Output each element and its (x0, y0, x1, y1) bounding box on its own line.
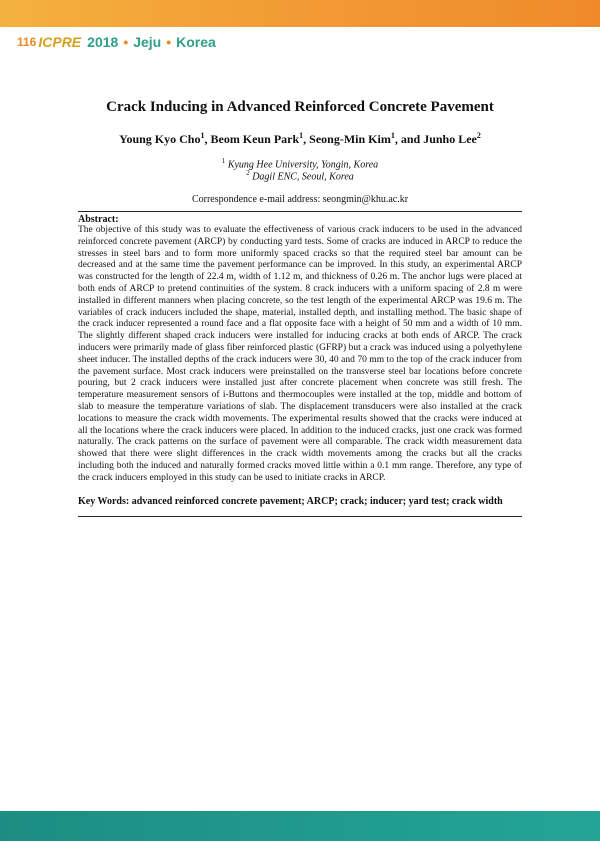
author-name: Junho Lee (423, 132, 477, 146)
affiliation-mark: 2 (246, 169, 250, 177)
author-name: Young Kyo Cho (119, 132, 201, 146)
author-affiliation-mark: 2 (476, 131, 481, 140)
correspondence-email: Correspondence e-mail address: seongmin@khu.ac.kr (191, 194, 409, 205)
conference-country: Korea (176, 34, 216, 50)
abstract-body: The objective of this study was to evaluate the effectiveness of various crack inducers to be used in the advanced reinforced concrete pavement (ARCP) by conducting yard tests. Some of cracks are induced in ARCP to reduce the stresses in steel bars and to form more uniformly spaced cracks so that the required steel bar amount can be decreased and at the same time the pavement performance can be improved. In this study, an experimental ARCP was constructed for the length of 22.4 m, width of 1.12 m, and thickness of 0.26 m. The anchor lugs were placed at both ends of ARCP to pretend continuities of the system. 8 crack inducers with a uniform spacing of 2.8 m were installed in different manners when placing concrete, so the test length of the experimental ARCP was 19.6 m. The variables of crack inducers included the shape, material, installed depth, and installing method. The basic shape of the crack inducer represented a round face and a flat opposite face with a height of 50 mm and a width of 10 mm. The slightly different shaped crack inducers were installed for inducing cracks at both ends of ARCP. The crack inducers were primarily made of glass fiber reinforced plastic (GFRP) but a crack was induced using a polyethylene sheet inducer. The installed depths of the crack inducers were 30, 40 and 70 mm to the top of the crack inducer from the pavement surface. Most crack inducers were preinstalled on the transverse steel bar locations before concrete pouring, but 2 crack inducers were installed just after concrete placement when concrete was still fresh. The temperature measurement sensors of i-Buttons and thermocouples were installed at the top, middle and bottom of slab to measure the temperature variations of slab. The displacement transducers were also installed at the crack locations to measure the crack width movements. The experimental results showed that the cracks were induced at all the locations where the crack inducers were placed. In addition to the induced cracks, just one crack was formed naturally. The crack patterns on the surface of pavement were all comparable. The crack width measurement data showed that there were slight differences in the crack width movements among the cracks but all the cracks including both the induced and naturally formed cracks moved little within a 0.1 mm range. Therefore, any type of the crack inducers employed in this study can be used to initiate cracks in ARCP. (78, 225, 522, 483)
affiliation-text: Dagil ENC, Seoul, Korea (252, 171, 354, 183)
bottom-divider (78, 516, 522, 517)
keywords: Key Words: advanced reinforced concrete pavement; ARCP; crack; inducer; yard test; crack width (78, 496, 503, 507)
author-separator: , (303, 132, 310, 146)
paper-title: Crack Inducing in Advanced Reinforced Concrete Pavement (106, 99, 494, 115)
separator-dot: • (166, 34, 172, 50)
author-separator: , (204, 132, 211, 146)
separator-dot: • (123, 34, 129, 50)
affiliation-mark: 1 (221, 157, 226, 165)
conference-year: 2018 (87, 34, 119, 50)
header-color-band (0, 0, 600, 27)
conference-logo (17, 34, 216, 50)
author-separator: , and (394, 132, 424, 146)
conference-number: 116 (17, 35, 37, 49)
conference-city: Jeju (133, 34, 162, 50)
author-affiliation-mark: 1 (299, 131, 304, 140)
abstract-heading: Abstract: (78, 214, 119, 225)
author-affiliation-mark: 1 (390, 131, 395, 140)
affiliation-text: Kyung Hee University, Yongin, Korea (227, 159, 379, 171)
footer-color-band (0, 811, 600, 841)
author-name: Beom Keun Park (210, 132, 300, 146)
author-affiliation-mark: 1 (200, 131, 205, 140)
author-list (0, 131, 600, 147)
affiliation-line (0, 169, 600, 182)
conference-acronym: ICPRE (38, 34, 82, 50)
top-divider (78, 211, 522, 212)
author-name: Seong-Min Kim (309, 132, 391, 146)
